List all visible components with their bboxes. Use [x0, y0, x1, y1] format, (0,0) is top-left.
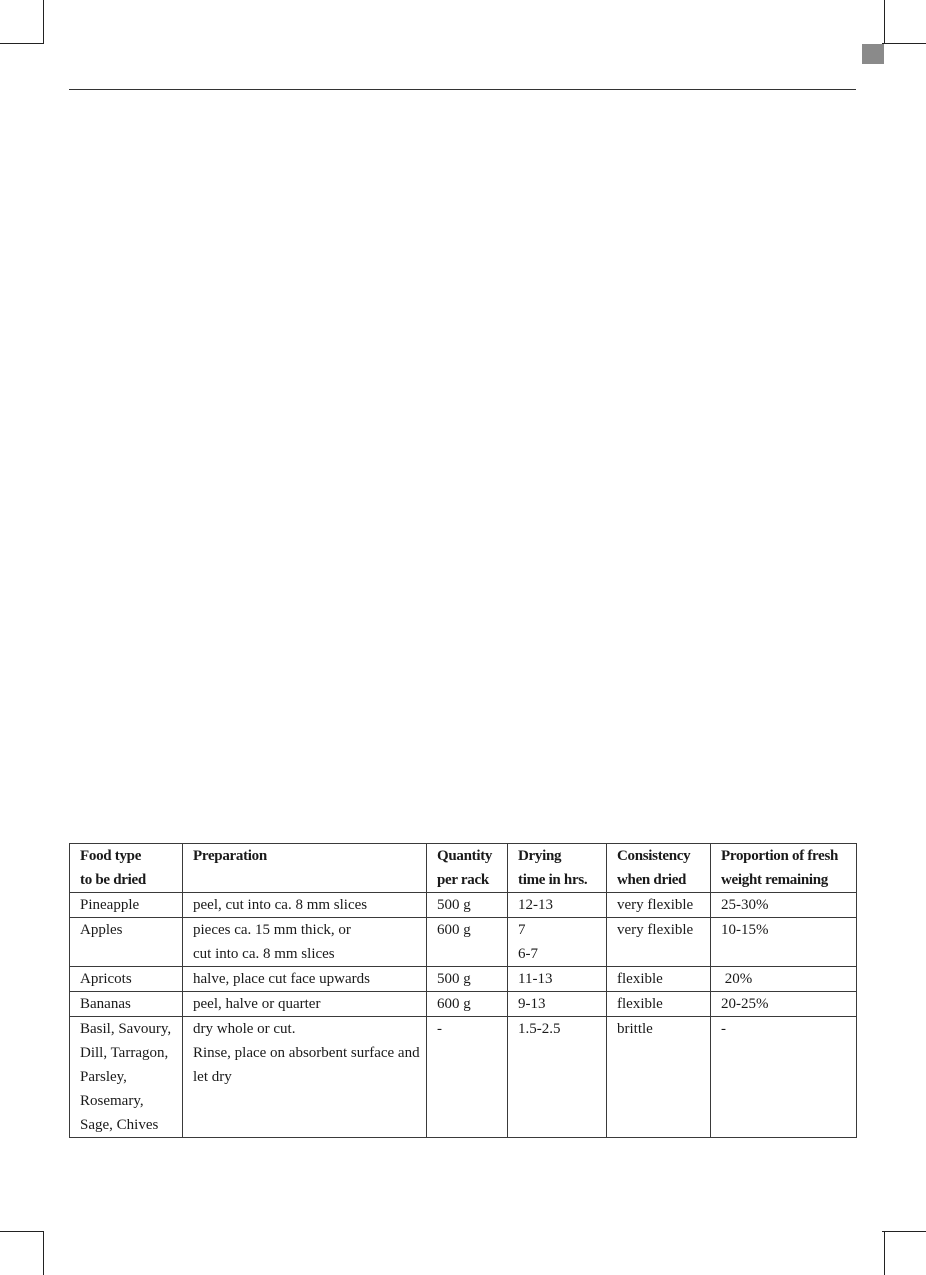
cell-proportion: 20-25%	[711, 992, 857, 1017]
cell-quantity: 600 g	[427, 918, 508, 967]
header-rule	[69, 89, 856, 90]
cell-proportion: -	[711, 1017, 857, 1138]
cell-drying-time: 9-13	[508, 992, 607, 1017]
crop-mark	[43, 1231, 44, 1275]
crop-mark	[0, 1231, 44, 1232]
cell-food-type: Pineapple	[70, 893, 183, 918]
header-cell-food-type: Food type to be dried	[70, 844, 183, 893]
cell-drying-time: 7 6-7	[508, 918, 607, 967]
cell-proportion: 10-15%	[711, 918, 857, 967]
cell-consistency: flexible	[607, 992, 711, 1017]
cell-preparation: peel, cut into ca. 8 mm slices	[183, 893, 427, 918]
header-cell-preparation: Preparation	[183, 844, 427, 893]
table-row	[70, 992, 857, 1017]
cell-quantity: 500 g	[427, 967, 508, 992]
drying-table	[69, 843, 857, 1138]
cell-quantity: 500 g	[427, 893, 508, 918]
cell-consistency: brittle	[607, 1017, 711, 1138]
crop-mark	[884, 0, 885, 44]
cell-drying-time: 11-13	[508, 967, 607, 992]
cell-proportion: 25-30%	[711, 893, 857, 918]
cell-consistency: flexible	[607, 967, 711, 992]
header-cell-quantity: Quantity per rack	[427, 844, 508, 893]
page-tab-marker	[862, 44, 884, 64]
cell-quantity: 600 g	[427, 992, 508, 1017]
table-header-row	[70, 844, 857, 893]
table-row	[70, 967, 857, 992]
cell-preparation: peel, halve or quarter	[183, 992, 427, 1017]
header-cell-consistency: Consistency when dried	[607, 844, 711, 893]
table-row	[70, 918, 857, 967]
crop-mark	[43, 0, 44, 44]
cell-food-type: Apples	[70, 918, 183, 967]
table-row	[70, 893, 857, 918]
cell-consistency: very flexible	[607, 893, 711, 918]
crop-mark	[882, 43, 926, 44]
cell-food-type: Basil, Savoury, Dill, Tarragon, Parsley, Rosemary, Sage, Chives	[70, 1017, 183, 1138]
header-cell-proportion: Proportion of fresh weight remaining	[711, 844, 857, 893]
cell-food-type: Apricots	[70, 967, 183, 992]
cell-drying-time: 1.5-2.5	[508, 1017, 607, 1138]
cell-consistency: very flexible	[607, 918, 711, 967]
cell-preparation: halve, place cut face upwards	[183, 967, 427, 992]
crop-mark	[0, 43, 44, 44]
cell-drying-time: 12-13	[508, 893, 607, 918]
cell-preparation: pieces ca. 15 mm thick, or cut into ca. 8 mm slices	[183, 918, 427, 967]
header-cell-drying-time: Drying time in hrs.	[508, 844, 607, 893]
cell-proportion: 20%	[711, 967, 857, 992]
crop-mark	[882, 1231, 926, 1232]
cell-food-type: Bananas	[70, 992, 183, 1017]
cell-quantity: -	[427, 1017, 508, 1138]
table-row	[70, 1017, 857, 1138]
cell-preparation: dry whole or cut. Rinse, place on absorbent surface and let dry	[183, 1017, 427, 1138]
crop-mark	[884, 1231, 885, 1275]
